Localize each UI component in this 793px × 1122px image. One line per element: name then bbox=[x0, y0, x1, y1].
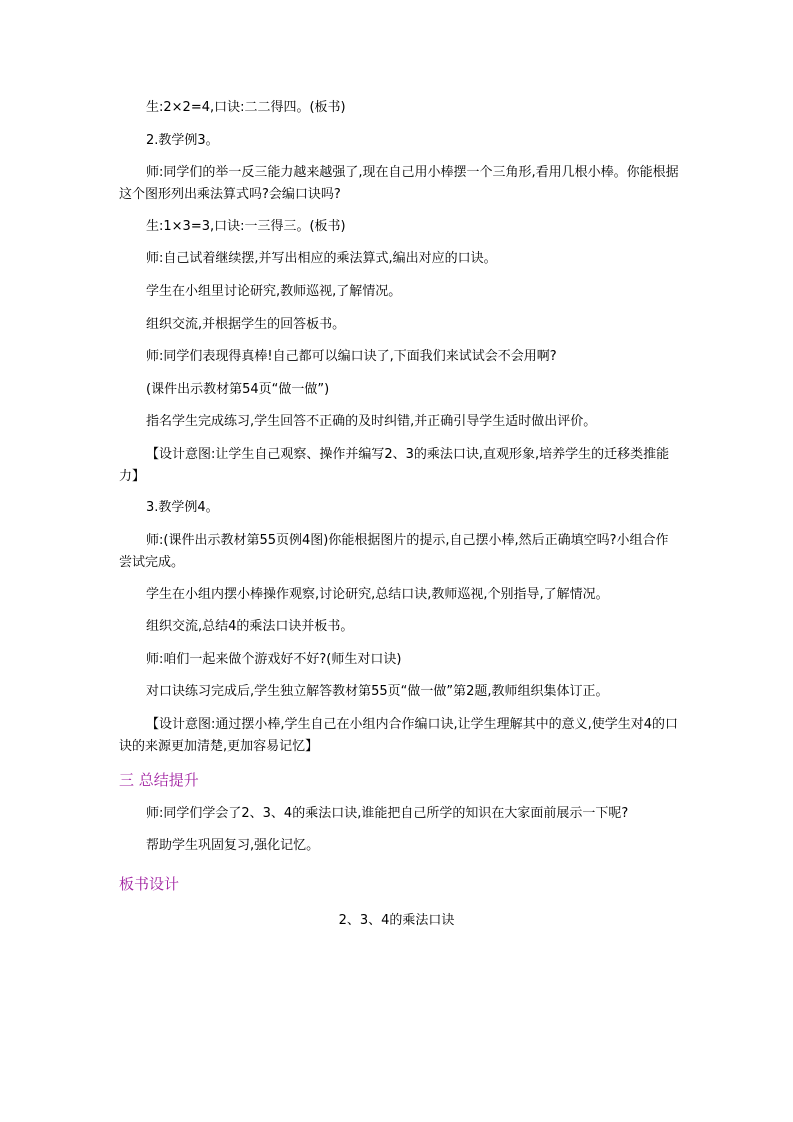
paragraph-exercise-55: 对口诀练习完成后,学生独立解答教材第55页“做一做”第2题,教师组织集体订正。 bbox=[146, 684, 609, 699]
paragraph-teacher-continue: 师:自己试着继续摆,并写出相应的乘法算式,编出对应的口诀。 bbox=[146, 251, 497, 266]
paragraph-summarize-4: 组织交流,总结4的乘法口诀并板书。 bbox=[146, 619, 354, 634]
paragraph-teacher-triangle: 师:同学们的举一反三能力越来越强了,现在自己用小棒摆一个三角形,看用几根小棒。你能根据这个图形列出乘法算式吗?会编口诀吗? bbox=[119, 165, 679, 202]
board-title: 2、3、4的乘法口诀 bbox=[338, 913, 455, 928]
paragraph-teacher-praise: 师:同学们表现得真棒!自己都可以编口诀了,下面我们来试试会不会用啊? bbox=[146, 349, 557, 364]
paragraph-student-1x3: 生:1×3=3,口诀:一三得三。(板书) bbox=[146, 219, 346, 234]
paragraph-example-4: 3.教学例4。 bbox=[146, 500, 219, 515]
paragraph-design-intent-2: 【设计意图:通过摆小棒,学生自己在小组内合作编口诀,让学生理解其中的意义,使学生对4的口诀的来源更加清楚,更加容易记忆】 bbox=[119, 717, 679, 754]
paragraph-summary-review: 帮助学生巩固复习,强化记忆。 bbox=[146, 838, 320, 853]
paragraph-group-sticks: 学生在小组内摆小棒操作观察,讨论研究,总结口诀,教师巡视,个别指导,了解情况。 bbox=[146, 587, 609, 602]
paragraph-complete-practice: 指名学生完成练习,学生回答不正确的及时纠错,并正确引导学生适时做出评价。 bbox=[146, 414, 597, 429]
paragraph-summary-teacher: 师:同学们学会了2、3、4的乘法口诀,谁能把自己所学的知识在大家面前展示一下呢? bbox=[146, 806, 629, 821]
paragraph-example-3: 2.教学例3。 bbox=[146, 133, 219, 148]
section-heading-summary: 三 总结提升 bbox=[119, 771, 199, 789]
paragraph-student-2x2: 生:2×2=4,口诀:二二得四。(板书) bbox=[146, 100, 346, 115]
paragraph-organize-exchange: 组织交流,并根据学生的回答板书。 bbox=[146, 317, 346, 332]
paragraph-teacher-courseware-55: 师:(课件出示教材第55页例4图)你能根据图片的提示,自己摆小棒,然后正确填空吗?小组合作尝试完成。 bbox=[119, 533, 669, 570]
paragraph-game: 师:咱们一起来做个游戏好不好?(师生对口诀) bbox=[146, 652, 402, 667]
paragraph-courseware-54: (课件出示教材第54页“做一做”) bbox=[146, 382, 330, 397]
paragraph-design-intent-1: 【设计意图:让学生自己观察、操作并编写2、3的乘法口诀,直观形象,培养学生的迁移类推能力】 bbox=[119, 447, 670, 484]
section-heading-board-design: 板书设计 bbox=[119, 875, 180, 893]
paragraph-group-discussion: 学生在小组里讨论研究,教师巡视,了解情况。 bbox=[146, 284, 402, 299]
